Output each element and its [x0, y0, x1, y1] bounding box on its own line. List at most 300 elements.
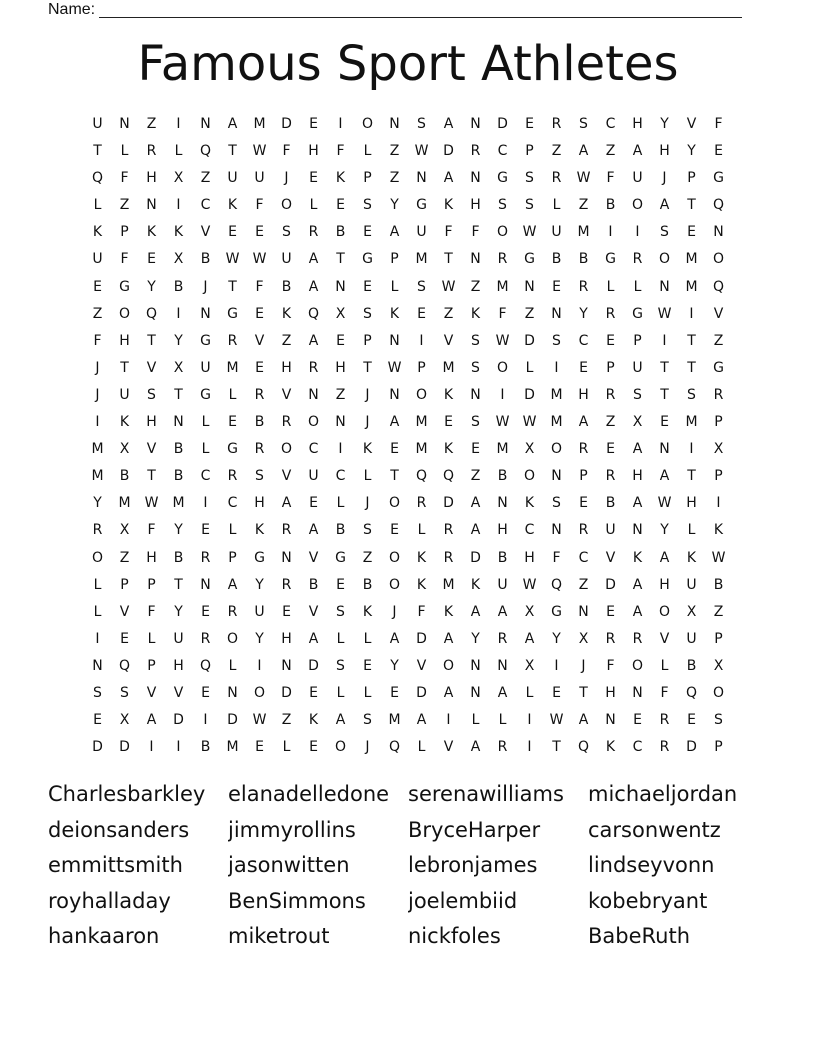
grid-letter[interactable]: E [309, 170, 318, 187]
grid-letter[interactable]: V [443, 332, 454, 349]
grid-letter[interactable]: T [552, 739, 561, 756]
grid-letter[interactable]: B [713, 576, 724, 593]
grid-letter[interactable]: J [392, 603, 397, 620]
grid-letter[interactable]: N [335, 414, 346, 431]
grid-letter[interactable]: Z [578, 197, 589, 214]
grid-letter[interactable]: N [659, 278, 670, 295]
grid-letter[interactable]: S [282, 224, 291, 241]
grid-letter[interactable]: V [416, 657, 427, 674]
grid-letter[interactable]: A [389, 414, 400, 431]
grid-letter[interactable]: A [470, 739, 481, 756]
grid-letter[interactable]: Y [174, 603, 183, 620]
grid-letter[interactable]: G [362, 251, 373, 268]
grid-letter[interactable]: L [471, 712, 480, 729]
grid-letter[interactable]: Y [174, 332, 183, 349]
grid-letter[interactable]: A [470, 603, 481, 620]
grid-letter[interactable]: J [203, 278, 208, 295]
grid-letter[interactable]: K [92, 224, 103, 241]
grid-letter[interactable]: Z [470, 278, 481, 295]
grid-letter[interactable]: K [713, 522, 724, 539]
grid-letter[interactable]: E [579, 359, 588, 376]
grid-letter[interactable]: E [228, 414, 237, 431]
grid-letter[interactable]: O [631, 197, 644, 214]
grid-letter[interactable]: Y [174, 522, 183, 539]
grid-letter[interactable]: O [496, 359, 509, 376]
grid-letter[interactable]: V [119, 603, 130, 620]
grid-letter[interactable]: B [551, 251, 562, 268]
grid-letter[interactable]: R [713, 386, 724, 403]
grid-letter[interactable]: F [282, 143, 291, 160]
grid-letter[interactable]: Z [578, 576, 589, 593]
grid-letter[interactable]: Z [92, 305, 103, 322]
grid-letter[interactable]: T [228, 143, 237, 160]
grid-letter[interactable]: E [606, 441, 615, 458]
grid-letter[interactable]: H [470, 197, 481, 214]
grid-letter[interactable]: E [93, 278, 102, 295]
grid-letter[interactable]: L [147, 630, 156, 647]
grid-letter[interactable]: A [659, 549, 670, 566]
grid-letter[interactable]: N [308, 386, 319, 403]
grid-letter[interactable]: B [605, 197, 616, 214]
grid-letter[interactable]: W [711, 549, 726, 566]
grid-letter[interactable]: L [417, 522, 426, 539]
grid-letter[interactable]: A [146, 712, 157, 729]
grid-letter[interactable]: T [147, 468, 156, 485]
grid-letter[interactable]: N [659, 441, 670, 458]
grid-letter[interactable]: D [308, 657, 319, 674]
grid-letter[interactable]: B [119, 468, 130, 485]
grid-letter[interactable]: W [522, 414, 537, 431]
grid-letter[interactable]: S [660, 224, 669, 241]
grid-letter[interactable]: A [335, 712, 346, 729]
grid-letter[interactable]: R [578, 522, 589, 539]
grid-letter[interactable]: I [662, 332, 667, 349]
grid-letter[interactable]: N [173, 414, 184, 431]
grid-letter[interactable]: J [365, 414, 370, 431]
grid-letter[interactable]: W [387, 359, 402, 376]
grid-letter[interactable]: P [147, 576, 156, 593]
grid-letter[interactable]: N [470, 170, 481, 187]
grid-letter[interactable]: R [200, 549, 211, 566]
grid-letter[interactable]: K [686, 549, 697, 566]
grid-letter[interactable]: K [416, 549, 427, 566]
grid-letter[interactable]: G [200, 332, 211, 349]
grid-letter[interactable]: A [443, 684, 454, 701]
grid-letter[interactable]: E [309, 495, 318, 512]
grid-letter[interactable]: I [203, 495, 208, 512]
grid-letter[interactable]: Q [442, 468, 455, 485]
grid-letter[interactable]: U [254, 603, 265, 620]
grid-letter[interactable]: F [606, 170, 615, 187]
grid-letter[interactable]: O [253, 684, 266, 701]
grid-letter[interactable]: R [443, 549, 454, 566]
grid-letter[interactable]: G [713, 359, 724, 376]
grid-letter[interactable]: A [470, 522, 481, 539]
grid-letter[interactable]: O [118, 305, 131, 322]
grid-letter[interactable]: M [118, 495, 131, 512]
grid-letter[interactable]: B [686, 657, 697, 674]
grid-letter[interactable]: X [335, 305, 346, 322]
grid-letter[interactable]: N [146, 197, 157, 214]
grid-letter[interactable]: G [227, 305, 238, 322]
grid-letter[interactable]: M [550, 414, 563, 431]
grid-letter[interactable]: U [92, 116, 103, 132]
grid-letter[interactable]: T [174, 386, 183, 403]
grid-letter[interactable]: K [524, 495, 535, 512]
grid-letter[interactable]: K [173, 224, 184, 241]
grid-letter[interactable]: P [363, 170, 372, 187]
grid-letter[interactable]: O [550, 441, 563, 458]
grid-letter[interactable]: N [281, 657, 292, 674]
grid-letter[interactable]: H [497, 522, 508, 539]
grid-letter[interactable]: R [308, 224, 319, 241]
grid-letter[interactable]: R [551, 170, 562, 187]
grid-letter[interactable]: H [146, 170, 157, 187]
grid-letter[interactable]: N [119, 116, 130, 132]
grid-letter[interactable]: Y [471, 630, 480, 647]
grid-letter[interactable]: W [414, 143, 429, 160]
grid-letter[interactable]: O [442, 657, 455, 674]
grid-letter[interactable]: W [252, 143, 267, 160]
grid-letter[interactable]: R [605, 305, 616, 322]
grid-letter[interactable]: D [416, 684, 427, 701]
grid-letter[interactable]: I [257, 657, 262, 674]
grid-letter[interactable]: S [714, 712, 723, 729]
grid-letter[interactable]: P [147, 657, 156, 674]
grid-letter[interactable]: N [632, 684, 643, 701]
grid-letter[interactable]: M [577, 224, 590, 241]
grid-letter[interactable]: H [308, 143, 319, 160]
grid-letter[interactable]: X [686, 603, 697, 620]
grid-letter[interactable]: Z [335, 386, 346, 403]
grid-letter[interactable]: N [92, 657, 103, 674]
grid-letter[interactable]: J [365, 386, 370, 403]
grid-letter[interactable]: Z [443, 305, 454, 322]
grid-letter[interactable]: P [525, 143, 534, 160]
grid-letter[interactable]: M [685, 278, 698, 295]
grid-letter[interactable]: Z [605, 414, 616, 431]
grid-letter[interactable]: R [578, 441, 589, 458]
grid-letter[interactable]: A [308, 251, 319, 268]
grid-letter[interactable]: B [173, 549, 184, 566]
grid-letter[interactable]: H [578, 386, 589, 403]
grid-letter[interactable]: I [176, 116, 181, 132]
grid-letter[interactable]: S [336, 657, 345, 674]
grid-letter[interactable]: D [443, 143, 454, 160]
grid-letter[interactable]: V [146, 359, 157, 376]
grid-letter[interactable]: B [200, 251, 211, 268]
grid-letter[interactable]: N [524, 278, 535, 295]
grid-letter[interactable]: Z [146, 116, 157, 132]
grid-letter[interactable]: Z [605, 143, 616, 160]
grid-letter[interactable]: H [524, 549, 535, 566]
grid-letter[interactable]: R [443, 522, 454, 539]
grid-letter[interactable]: S [579, 116, 588, 132]
grid-letter[interactable]: N [200, 305, 211, 322]
grid-letter[interactable]: N [281, 549, 292, 566]
grid-letter[interactable]: E [552, 684, 561, 701]
grid-letter[interactable]: O [334, 739, 347, 756]
grid-letter[interactable]: I [716, 495, 721, 512]
grid-letter[interactable]: Q [415, 468, 428, 485]
grid-letter[interactable]: S [363, 197, 372, 214]
grid-letter[interactable]: T [687, 197, 696, 214]
grid-letter[interactable]: C [578, 549, 589, 566]
grid-letter[interactable]: I [419, 332, 424, 349]
grid-letter[interactable]: D [443, 495, 454, 512]
grid-letter[interactable]: L [228, 386, 237, 403]
grid-letter[interactable]: L [336, 495, 345, 512]
grid-letter[interactable]: P [714, 739, 723, 756]
grid-letter[interactable]: N [389, 116, 400, 132]
grid-letter[interactable]: R [308, 359, 319, 376]
grid-letter[interactable]: B [173, 441, 184, 458]
grid-letter[interactable]: E [282, 603, 291, 620]
grid-letter[interactable]: H [281, 630, 292, 647]
grid-letter[interactable]: W [252, 712, 267, 729]
grid-letter[interactable]: R [497, 251, 508, 268]
grid-letter[interactable]: O [523, 468, 536, 485]
grid-letter[interactable]: K [470, 576, 481, 593]
grid-letter[interactable]: E [363, 657, 372, 674]
grid-letter[interactable]: E [660, 414, 669, 431]
grid-letter[interactable]: U [632, 170, 643, 187]
grid-letter[interactable]: V [308, 603, 319, 620]
grid-letter[interactable]: X [713, 657, 724, 674]
grid-letter[interactable]: H [146, 549, 157, 566]
grid-letter[interactable]: O [280, 197, 293, 214]
grid-letter[interactable]: X [524, 657, 535, 674]
grid-letter[interactable]: M [226, 739, 239, 756]
grid-letter[interactable]: W [657, 495, 672, 512]
grid-letter[interactable]: P [714, 630, 723, 647]
grid-letter[interactable]: E [363, 278, 372, 295]
grid-letter[interactable]: R [254, 386, 265, 403]
grid-letter[interactable]: H [605, 684, 616, 701]
grid-letter[interactable]: L [606, 278, 615, 295]
grid-letter[interactable]: H [659, 576, 670, 593]
grid-letter[interactable]: X [524, 603, 535, 620]
grid-letter[interactable]: K [146, 224, 157, 241]
grid-letter[interactable]: I [176, 305, 181, 322]
grid-letter[interactable]: K [308, 712, 319, 729]
grid-letter[interactable]: S [363, 522, 372, 539]
grid-letter[interactable]: F [714, 116, 723, 132]
grid-letter[interactable]: Y [552, 630, 561, 647]
grid-letter[interactable]: R [497, 739, 508, 756]
grid-letter[interactable]: W [657, 305, 672, 322]
grid-letter[interactable]: M [172, 495, 185, 512]
grid-letter[interactable]: L [93, 603, 102, 620]
grid-letter[interactable]: F [147, 522, 156, 539]
grid-letter[interactable]: T [228, 278, 237, 295]
grid-letter[interactable]: I [338, 441, 343, 458]
grid-letter[interactable]: B [578, 251, 589, 268]
grid-letter[interactable]: N [335, 278, 346, 295]
grid-letter[interactable]: N [578, 603, 589, 620]
grid-letter[interactable]: O [712, 684, 725, 701]
grid-letter[interactable]: L [390, 278, 399, 295]
grid-letter[interactable]: S [471, 414, 480, 431]
grid-letter[interactable]: R [551, 116, 562, 132]
grid-letter[interactable]: P [120, 576, 129, 593]
grid-letter[interactable]: M [415, 251, 428, 268]
grid-letter[interactable]: A [308, 332, 319, 349]
grid-letter[interactable]: A [308, 630, 319, 647]
grid-letter[interactable]: E [336, 197, 345, 214]
grid-letter[interactable]: G [551, 603, 562, 620]
grid-letter[interactable]: B [497, 549, 508, 566]
grid-letter[interactable]: O [388, 549, 401, 566]
grid-letter[interactable]: I [149, 739, 154, 756]
grid-letter[interactable]: D [92, 739, 103, 756]
grid-letter[interactable]: O [226, 630, 239, 647]
grid-letter[interactable]: D [173, 712, 184, 729]
grid-letter[interactable]: R [92, 522, 103, 539]
grid-letter[interactable]: L [336, 630, 345, 647]
grid-letter[interactable]: N [713, 224, 724, 241]
grid-letter[interactable]: C [497, 143, 508, 160]
grid-letter[interactable]: Y [93, 495, 102, 512]
grid-letter[interactable]: L [525, 684, 534, 701]
grid-letter[interactable]: K [443, 441, 454, 458]
grid-letter[interactable]: F [120, 170, 129, 187]
grid-letter[interactable]: N [416, 170, 427, 187]
grid-letter[interactable]: E [579, 495, 588, 512]
grid-letter[interactable]: E [525, 116, 534, 132]
grid-letter[interactable]: O [91, 549, 104, 566]
grid-letter[interactable]: I [527, 712, 532, 729]
grid-letter[interactable]: P [228, 549, 237, 566]
grid-letter[interactable]: S [525, 197, 534, 214]
grid-letter[interactable]: U [686, 576, 697, 593]
grid-letter[interactable]: R [632, 630, 643, 647]
grid-letter[interactable]: A [308, 278, 319, 295]
grid-letter[interactable]: I [338, 116, 343, 132]
grid-letter[interactable]: V [281, 386, 292, 403]
grid-letter[interactable]: E [255, 739, 264, 756]
grid-letter[interactable]: Y [390, 657, 399, 674]
grid-letter[interactable]: R [227, 332, 238, 349]
grid-letter[interactable]: L [363, 143, 372, 160]
grid-letter[interactable]: M [442, 359, 455, 376]
grid-letter[interactable]: I [608, 224, 613, 241]
name-underline[interactable] [99, 3, 742, 18]
grid-letter[interactable]: P [633, 332, 642, 349]
grid-letter[interactable]: J [95, 359, 100, 376]
grid-letter[interactable]: D [524, 386, 535, 403]
grid-letter[interactable]: A [227, 576, 238, 593]
grid-letter[interactable]: L [498, 712, 507, 729]
grid-letter[interactable]: F [336, 143, 345, 160]
grid-letter[interactable]: W [549, 712, 564, 729]
grid-letter[interactable]: G [335, 549, 346, 566]
grid-letter[interactable]: O [658, 603, 671, 620]
grid-letter[interactable]: Z [389, 170, 400, 187]
grid-letter[interactable]: M [442, 576, 455, 593]
grid-letter[interactable]: L [93, 197, 102, 214]
grid-letter[interactable]: C [200, 468, 211, 485]
grid-letter[interactable]: L [120, 143, 129, 160]
grid-letter[interactable]: O [712, 251, 725, 268]
grid-letter[interactable]: F [255, 278, 264, 295]
grid-letter[interactable]: U [686, 630, 697, 647]
grid-letter[interactable]: F [498, 305, 507, 322]
grid-letter[interactable]: D [416, 630, 427, 647]
grid-letter[interactable]: U [119, 386, 130, 403]
grid-letter[interactable]: C [605, 116, 616, 132]
grid-letter[interactable]: Q [550, 576, 563, 593]
grid-letter[interactable]: B [335, 224, 346, 241]
grid-letter[interactable]: W [495, 414, 510, 431]
grid-letter[interactable]: R [497, 630, 508, 647]
grid-letter[interactable]: P [579, 468, 588, 485]
grid-letter[interactable]: S [633, 386, 642, 403]
grid-letter[interactable]: B [362, 576, 373, 593]
grid-letter[interactable]: L [336, 684, 345, 701]
grid-letter[interactable]: U [416, 224, 427, 241]
grid-letter[interactable]: Z [713, 603, 724, 620]
grid-letter[interactable]: V [281, 468, 292, 485]
grid-letter[interactable]: S [687, 386, 696, 403]
grid-letter[interactable]: Q [388, 739, 401, 756]
grid-letter[interactable]: J [95, 386, 100, 403]
grid-letter[interactable]: T [579, 684, 588, 701]
grid-letter[interactable]: D [281, 684, 292, 701]
grid-letter[interactable]: W [441, 278, 456, 295]
grid-letter[interactable]: Q [199, 143, 212, 160]
grid-letter[interactable]: V [308, 549, 319, 566]
grid-letter[interactable]: A [443, 630, 454, 647]
grid-letter[interactable]: S [552, 332, 561, 349]
grid-letter[interactable]: E [120, 630, 129, 647]
grid-letter[interactable]: I [203, 712, 208, 729]
grid-letter[interactable]: R [227, 603, 238, 620]
grid-letter[interactable]: P [714, 468, 723, 485]
grid-letter[interactable]: F [660, 684, 669, 701]
grid-letter[interactable]: P [363, 332, 372, 349]
grid-letter[interactable]: S [363, 712, 372, 729]
grid-letter[interactable]: V [146, 441, 157, 458]
grid-letter[interactable]: B [173, 468, 184, 485]
grid-letter[interactable]: U [227, 170, 238, 187]
grid-letter[interactable]: C [632, 739, 643, 756]
grid-letter[interactable]: I [176, 197, 181, 214]
grid-letter[interactable]: F [606, 657, 615, 674]
grid-letter[interactable]: G [713, 170, 724, 187]
grid-letter[interactable]: N [551, 305, 562, 322]
grid-letter[interactable]: L [417, 739, 426, 756]
grid-letter[interactable]: P [714, 414, 723, 431]
grid-letter[interactable]: N [470, 386, 481, 403]
grid-letter[interactable]: R [470, 143, 481, 160]
grid-letter[interactable]: C [308, 441, 319, 458]
grid-letter[interactable]: W [522, 576, 537, 593]
grid-letter[interactable]: E [201, 684, 210, 701]
grid-letter[interactable]: R [281, 414, 292, 431]
grid-letter[interactable]: O [658, 251, 671, 268]
grid-letter[interactable]: E [714, 143, 723, 160]
grid-letter[interactable]: S [93, 684, 102, 701]
grid-letter[interactable]: H [659, 143, 670, 160]
grid-letter[interactable]: J [365, 495, 370, 512]
grid-letter[interactable]: A [578, 712, 589, 729]
grid-letter[interactable]: U [173, 630, 184, 647]
grid-letter[interactable]: A [632, 441, 643, 458]
grid-letter[interactable]: P [390, 251, 399, 268]
grid-letter[interactable]: Z [119, 197, 130, 214]
grid-letter[interactable]: R [227, 468, 238, 485]
